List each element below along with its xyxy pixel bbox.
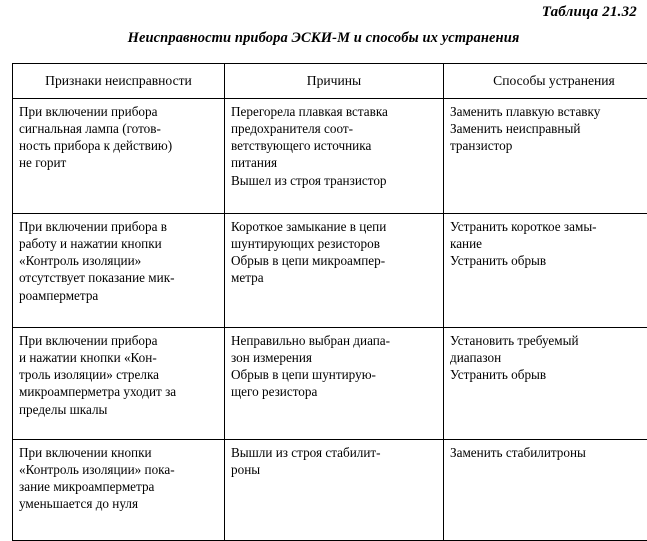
- cell-text-line: Заменить стабилитроны: [450, 444, 647, 461]
- table-header-row: [13, 64, 647, 99]
- cell-text-line: отсутствует показание мик-: [19, 269, 219, 286]
- cell-text-line: «Контроль изоляции» пока-: [19, 461, 219, 478]
- table-row: [13, 440, 647, 541]
- cell-signs: [13, 99, 225, 214]
- cell-text-line: зон измерения: [231, 349, 438, 366]
- cell-remedies: [444, 99, 647, 214]
- cell-text-line: Короткое замыкание в цепи: [231, 218, 438, 235]
- column-header-causes: Причины: [225, 64, 444, 99]
- table-title: Неисправности прибора ЭСКИ-М и способы их устранения: [0, 30, 647, 47]
- cell-text-line: кание: [450, 235, 647, 252]
- cell-text-line: транзистор: [450, 137, 647, 154]
- cell-text-line: Устранить обрыв: [450, 252, 647, 269]
- table-row: [13, 214, 647, 328]
- cell-text-line: ветствующего источника: [231, 137, 438, 154]
- cell-remedies: [444, 214, 647, 328]
- cell-text-line: Заменить плавкую вставку: [450, 103, 647, 120]
- cell-text-line: шунтирующих резисторов: [231, 235, 438, 252]
- table-body: [13, 99, 647, 541]
- cell-text-line: Перегорела плавкая вставка: [231, 103, 438, 120]
- cell-text-line: Заменить неисправный: [450, 120, 647, 137]
- cell-text-line: роамперметра: [19, 287, 219, 304]
- cell-text-line: Устранить короткое замы-: [450, 218, 647, 235]
- cell-text-line: «Контроль изоляции»: [19, 252, 219, 269]
- table-header: [13, 64, 647, 99]
- cell-text-line: работу и нажатии кнопки: [19, 235, 219, 252]
- cell-text-line: зание микроамперметра: [19, 478, 219, 495]
- cell-text-line: питания: [231, 154, 438, 171]
- cell-text-line: Обрыв в цепи микроампер-: [231, 252, 438, 269]
- cell-text-line: уменьшается до нуля: [19, 495, 219, 512]
- cell-text-line: При включении кнопки: [19, 444, 219, 461]
- cell-text-line: Вышел из строя транзистор: [231, 172, 438, 189]
- cell-text-line: ность прибора к действию): [19, 137, 219, 154]
- cell-text-line: Обрыв в цепи шунтирую-: [231, 366, 438, 383]
- cell-causes: [225, 328, 444, 440]
- cell-text-line: щего резистора: [231, 383, 438, 400]
- cell-text-line: предохранителя соот-: [231, 120, 438, 137]
- cell-text-line: троль изоляции» стрелка: [19, 366, 219, 383]
- cell-text-line: Неправильно выбран диапа-: [231, 332, 438, 349]
- cell-causes: [225, 99, 444, 214]
- cell-text-line: Устранить обрыв: [450, 366, 647, 383]
- column-header-signs: Признаки неисправности: [13, 64, 225, 99]
- table-row: [13, 99, 647, 214]
- column-header-remedies: Способы устранения: [444, 64, 647, 99]
- cell-text-line: метра: [231, 269, 438, 286]
- faults-and-remedies-table: [12, 63, 647, 541]
- cell-text-line: пределы шкалы: [19, 401, 219, 418]
- cell-causes: [225, 214, 444, 328]
- table-row: [13, 328, 647, 440]
- cell-text-line: диапазон: [450, 349, 647, 366]
- cell-signs: [13, 214, 225, 328]
- cell-text-line: не горит: [19, 154, 219, 171]
- table-number-caption: Таблица 21.32: [542, 4, 637, 21]
- cell-signs: [13, 440, 225, 541]
- cell-text-line: При включении прибора: [19, 332, 219, 349]
- cell-causes: [225, 440, 444, 541]
- cell-remedies: [444, 440, 647, 541]
- cell-remedies: [444, 328, 647, 440]
- cell-text-line: роны: [231, 461, 438, 478]
- cell-text-line: микроамперметра уходит за: [19, 383, 219, 400]
- cell-signs: [13, 328, 225, 440]
- cell-text-line: Вышли из строя стабилит-: [231, 444, 438, 461]
- cell-text-line: сигнальная лампа (готов-: [19, 120, 219, 137]
- cell-text-line: и нажатии кнопки «Кон-: [19, 349, 219, 366]
- cell-text-line: При включении прибора в: [19, 218, 219, 235]
- cell-text-line: Установить требуемый: [450, 332, 647, 349]
- cell-text-line: При включении прибора: [19, 103, 219, 120]
